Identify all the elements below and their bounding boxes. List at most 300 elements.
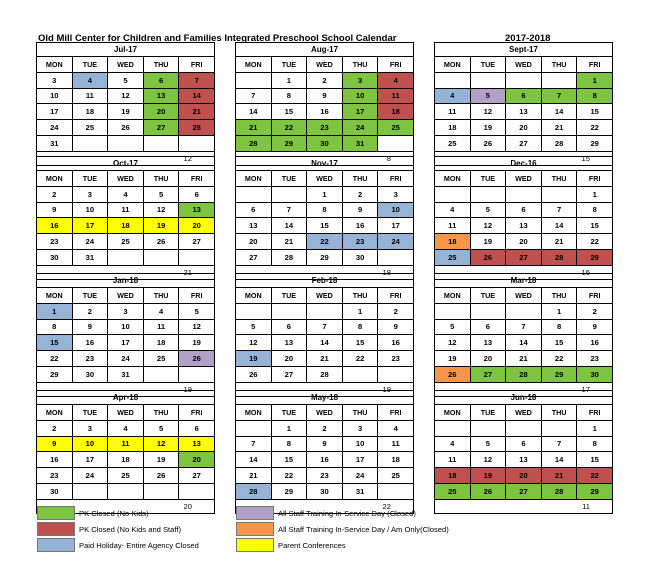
day-cell: 21 (541, 234, 577, 250)
day-cell: 15 (271, 104, 307, 120)
day-cell: 30 (307, 483, 343, 499)
day-cell: 21 (236, 120, 272, 136)
day-cell: 18 (72, 104, 108, 120)
day-header: FRI (577, 405, 613, 421)
legend-label: All Staff Training In-Service Day / Am Only(Closed) (278, 524, 449, 534)
day-header: THU (342, 171, 378, 187)
day-cell: 1 (271, 72, 307, 88)
day-cell (470, 420, 506, 436)
day-cell: 26 (143, 234, 179, 250)
month-title: Oct-17 (37, 157, 215, 171)
month-calendar (434, 273, 613, 397)
day-cell: 13 (470, 335, 506, 351)
day-cell: 6 (506, 202, 542, 218)
day-cell: 10 (342, 88, 378, 104)
day-cell: 18 (143, 335, 179, 351)
day-cell: 22 (577, 234, 613, 250)
day-cell: 28 (506, 366, 542, 382)
day-header: MON (37, 288, 73, 304)
day-header: WED (506, 171, 542, 187)
day-cell: 27 (506, 135, 542, 151)
day-cell: 18 (108, 218, 144, 234)
day-cell: 12 (179, 319, 215, 335)
day-cell: 14 (236, 452, 272, 468)
day-cell: 15 (577, 104, 613, 120)
day-header: FRI (179, 288, 215, 304)
day-cell: 28 (236, 135, 272, 151)
day-cell: 15 (577, 452, 613, 468)
day-cell: 14 (506, 335, 542, 351)
day-header: TUE (470, 288, 506, 304)
day-cell: 11 (378, 88, 414, 104)
legend-label: Paid Holiday- Entire Agency Closed (79, 540, 199, 550)
day-cell: 16 (577, 335, 613, 351)
day-header: WED (108, 57, 144, 73)
day-cell: 7 (179, 72, 215, 88)
day-cell: 14 (236, 104, 272, 120)
month-calendar (235, 156, 414, 280)
day-cell (541, 72, 577, 88)
day-header: WED (506, 405, 542, 421)
day-cell (470, 186, 506, 202)
day-cell: 4 (378, 420, 414, 436)
day-header: TUE (72, 405, 108, 421)
day-cell: 20 (470, 351, 506, 367)
day-cell: 11 (435, 104, 471, 120)
day-header: TUE (470, 57, 506, 73)
month-title: Feb-18 (236, 274, 414, 288)
day-header: THU (342, 288, 378, 304)
day-cell (143, 366, 179, 382)
day-cell: 1 (271, 420, 307, 436)
school-days-count: 15 (581, 153, 590, 163)
day-cell: 29 (271, 483, 307, 499)
day-header: WED (108, 171, 144, 187)
day-cell: 13 (179, 202, 215, 218)
day-cell: 3 (342, 420, 378, 436)
day-cell: 11 (72, 88, 108, 104)
day-cell: 10 (72, 202, 108, 218)
day-cell: 21 (541, 468, 577, 484)
day-cell: 26 (470, 483, 506, 499)
day-cell: 7 (506, 319, 542, 335)
day-header: MON (435, 288, 471, 304)
day-cell: 15 (541, 335, 577, 351)
day-cell: 5 (143, 186, 179, 202)
day-cell (541, 186, 577, 202)
legend-item (236, 539, 346, 551)
legend-swatch (236, 522, 274, 536)
day-cell (470, 303, 506, 319)
day-header: FRI (577, 288, 613, 304)
day-cell: 19 (143, 452, 179, 468)
day-cell (143, 483, 179, 499)
day-cell: 8 (271, 436, 307, 452)
day-cell: 20 (506, 120, 542, 136)
day-cell: 18 (435, 468, 471, 484)
day-cell: 27 (179, 468, 215, 484)
day-cell: 8 (577, 88, 613, 104)
day-header: TUE (72, 57, 108, 73)
day-cell (435, 186, 471, 202)
day-cell (506, 420, 542, 436)
day-cell: 31 (108, 366, 144, 382)
day-cell: 15 (307, 218, 343, 234)
day-cell: 20 (271, 351, 307, 367)
day-cell: 14 (179, 88, 215, 104)
day-cell: 6 (236, 202, 272, 218)
day-header: TUE (72, 288, 108, 304)
day-cell (236, 303, 272, 319)
day-header: WED (108, 288, 144, 304)
day-cell: 26 (435, 366, 471, 382)
day-cell: 7 (236, 436, 272, 452)
school-days-count: 12 (183, 153, 192, 163)
day-cell: 13 (506, 452, 542, 468)
day-cell: 3 (378, 186, 414, 202)
day-cell (506, 72, 542, 88)
day-cell (143, 135, 179, 151)
day-header: WED (108, 405, 144, 421)
day-cell: 7 (541, 436, 577, 452)
day-cell: 6 (271, 319, 307, 335)
day-cell: 14 (541, 218, 577, 234)
day-header: THU (143, 405, 179, 421)
day-cell: 19 (236, 351, 272, 367)
legend-label: PK Closed (No Kids) (79, 508, 149, 518)
day-cell: 12 (470, 452, 506, 468)
day-header: WED (307, 57, 343, 73)
day-cell: 10 (342, 436, 378, 452)
day-cell: 28 (541, 135, 577, 151)
day-cell: 18 (378, 104, 414, 120)
day-cell: 7 (236, 88, 272, 104)
day-header: THU (143, 288, 179, 304)
day-cell: 13 (271, 335, 307, 351)
day-cell: 2 (378, 303, 414, 319)
day-cell: 9 (72, 319, 108, 335)
day-cell: 2 (577, 303, 613, 319)
day-header: TUE (271, 171, 307, 187)
day-cell (506, 186, 542, 202)
day-cell: 14 (541, 452, 577, 468)
month-title: Jun-18 (435, 391, 613, 405)
day-cell: 21 (271, 234, 307, 250)
day-cell: 4 (143, 303, 179, 319)
day-cell: 9 (577, 319, 613, 335)
day-cell (143, 249, 179, 265)
day-cell: 20 (506, 468, 542, 484)
day-cell: 3 (72, 420, 108, 436)
day-header: MON (435, 405, 471, 421)
day-header: THU (143, 57, 179, 73)
day-cell: 30 (72, 366, 108, 382)
day-cell: 1 (577, 186, 613, 202)
day-cell: 20 (179, 452, 215, 468)
day-cell: 22 (307, 234, 343, 250)
day-cell: 24 (72, 468, 108, 484)
day-cell: 17 (342, 452, 378, 468)
month-calendar (235, 390, 414, 514)
day-cell: 13 (236, 218, 272, 234)
day-cell: 22 (541, 351, 577, 367)
day-cell: 4 (435, 436, 471, 452)
day-cell: 22 (271, 120, 307, 136)
day-cell: 26 (108, 120, 144, 136)
day-cell: 1 (342, 303, 378, 319)
day-cell: 28 (271, 249, 307, 265)
calendar-title: Old Mill Center for Children and Families Integrated Preschool School Calendar (38, 33, 397, 44)
day-cell: 20 (179, 218, 215, 234)
day-cell: 23 (307, 468, 343, 484)
day-cell: 26 (143, 468, 179, 484)
day-cell: 25 (378, 120, 414, 136)
day-cell (179, 483, 215, 499)
day-cell: 29 (307, 249, 343, 265)
month-calendar (36, 273, 215, 397)
day-cell: 31 (37, 135, 73, 151)
day-cell: 16 (37, 452, 73, 468)
day-cell: 3 (72, 186, 108, 202)
day-header: TUE (470, 171, 506, 187)
day-header: TUE (72, 171, 108, 187)
school-days-count: 18 (382, 267, 391, 277)
day-header: MON (37, 405, 73, 421)
day-header: WED (506, 288, 542, 304)
day-cell: 5 (236, 319, 272, 335)
legend-item (236, 523, 449, 535)
day-cell: 25 (108, 234, 144, 250)
day-cell: 20 (236, 234, 272, 250)
day-cell: 27 (506, 249, 542, 265)
day-cell: 27 (236, 249, 272, 265)
day-cell: 27 (470, 366, 506, 382)
day-cell: 31 (342, 483, 378, 499)
day-cell: 6 (179, 186, 215, 202)
school-days-count: 19 (183, 384, 192, 394)
day-header: FRI (179, 171, 215, 187)
day-cell: 16 (307, 104, 343, 120)
day-header: MON (435, 171, 471, 187)
day-header: FRI (179, 57, 215, 73)
day-cell: 17 (72, 218, 108, 234)
day-cell: 30 (37, 249, 73, 265)
day-cell: 9 (342, 202, 378, 218)
day-cell: 14 (307, 335, 343, 351)
day-cell: 23 (72, 351, 108, 367)
day-header: MON (236, 288, 272, 304)
day-cell (72, 135, 108, 151)
day-cell: 22 (37, 351, 73, 367)
day-cell: 28 (236, 483, 272, 499)
day-cell: 29 (37, 366, 73, 382)
day-cell (378, 135, 414, 151)
day-cell: 4 (108, 420, 144, 436)
day-cell: 8 (271, 88, 307, 104)
day-cell: 16 (307, 452, 343, 468)
legend-swatch (236, 506, 274, 520)
month-title: Aug-17 (236, 43, 414, 57)
day-cell: 17 (378, 218, 414, 234)
day-cell: 11 (435, 452, 471, 468)
day-cell: 13 (179, 436, 215, 452)
legend-item (37, 507, 149, 519)
legend-swatch (37, 506, 75, 520)
day-cell: 4 (435, 202, 471, 218)
day-header: THU (541, 57, 577, 73)
day-cell: 2 (37, 420, 73, 436)
day-cell: 30 (577, 366, 613, 382)
day-cell: 28 (541, 483, 577, 499)
day-header: MON (37, 171, 73, 187)
day-cell: 9 (307, 436, 343, 452)
month-title: Dec-16 (435, 157, 613, 171)
day-cell: 19 (143, 218, 179, 234)
legend-swatch (37, 522, 75, 536)
day-cell: 9 (37, 202, 73, 218)
day-cell (108, 483, 144, 499)
day-cell: 5 (143, 420, 179, 436)
day-cell: 10 (108, 319, 144, 335)
day-cell: 31 (72, 249, 108, 265)
day-cell: 2 (307, 72, 343, 88)
school-days-count: 19 (382, 384, 391, 394)
day-cell: 26 (470, 135, 506, 151)
day-cell (378, 249, 414, 265)
day-header: FRI (378, 57, 414, 73)
day-cell: 23 (37, 468, 73, 484)
day-cell: 30 (307, 135, 343, 151)
day-header: WED (307, 171, 343, 187)
day-header: FRI (378, 288, 414, 304)
day-header: TUE (470, 405, 506, 421)
day-header: MON (37, 57, 73, 73)
day-cell: 4 (435, 88, 471, 104)
day-cell: 12 (143, 202, 179, 218)
day-cell: 27 (179, 234, 215, 250)
day-cell: 11 (378, 436, 414, 452)
day-cell: 29 (541, 366, 577, 382)
day-cell (72, 483, 108, 499)
day-cell: 1 (541, 303, 577, 319)
legend-item (236, 507, 416, 519)
day-cell: 8 (37, 319, 73, 335)
day-header: MON (236, 171, 272, 187)
day-cell: 15 (577, 218, 613, 234)
legend-swatch (236, 538, 274, 552)
day-cell: 19 (108, 104, 144, 120)
day-cell: 17 (342, 104, 378, 120)
day-cell: 15 (342, 335, 378, 351)
month-calendar (36, 390, 215, 514)
day-cell: 13 (143, 88, 179, 104)
day-cell: 21 (541, 120, 577, 136)
day-cell: 26 (236, 366, 272, 382)
day-header: TUE (271, 288, 307, 304)
day-cell: 25 (143, 351, 179, 367)
day-header: THU (342, 57, 378, 73)
day-header: WED (307, 405, 343, 421)
school-year: 2017-2018 (505, 33, 551, 44)
day-cell: 22 (342, 351, 378, 367)
day-cell: 17 (108, 335, 144, 351)
day-cell: 12 (143, 436, 179, 452)
school-days-count: 11 (582, 501, 590, 511)
day-header: FRI (577, 171, 613, 187)
day-cell: 25 (378, 468, 414, 484)
day-cell: 21 (307, 351, 343, 367)
day-cell (179, 249, 215, 265)
day-cell (378, 366, 414, 382)
day-cell: 8 (577, 436, 613, 452)
day-cell (271, 186, 307, 202)
month-title: Jan-18 (37, 274, 215, 288)
day-cell: 24 (342, 468, 378, 484)
day-cell: 7 (271, 202, 307, 218)
day-cell: 30 (342, 249, 378, 265)
day-cell: 1 (307, 186, 343, 202)
day-cell: 28 (307, 366, 343, 382)
month-calendar (36, 156, 215, 280)
day-cell: 9 (307, 88, 343, 104)
day-header: FRI (378, 171, 414, 187)
day-cell: 1 (577, 420, 613, 436)
month-title: Apr-18 (37, 391, 215, 405)
day-cell: 18 (108, 452, 144, 468)
day-cell: 19 (470, 468, 506, 484)
day-cell: 12 (236, 335, 272, 351)
day-cell: 10 (378, 202, 414, 218)
day-cell: 29 (577, 249, 613, 265)
day-header: THU (541, 405, 577, 421)
day-cell: 24 (342, 120, 378, 136)
month-calendar (36, 42, 215, 166)
day-cell: 22 (577, 120, 613, 136)
day-cell: 16 (72, 335, 108, 351)
day-cell (179, 135, 215, 151)
day-cell: 21 (236, 468, 272, 484)
day-cell: 3 (108, 303, 144, 319)
day-header: THU (541, 171, 577, 187)
day-cell: 19 (470, 120, 506, 136)
day-cell: 4 (378, 72, 414, 88)
day-cell: 24 (72, 234, 108, 250)
day-header: WED (506, 57, 542, 73)
day-cell: 16 (378, 335, 414, 351)
day-cell: 25 (72, 120, 108, 136)
day-cell: 7 (541, 202, 577, 218)
day-header: THU (143, 171, 179, 187)
day-cell: 2 (37, 186, 73, 202)
month-title: May-18 (236, 391, 414, 405)
day-cell: 10 (72, 436, 108, 452)
day-cell: 19 (179, 335, 215, 351)
day-cell: 11 (108, 436, 144, 452)
day-cell: 6 (470, 319, 506, 335)
day-cell: 11 (143, 319, 179, 335)
day-cell: 16 (342, 218, 378, 234)
day-cell: 12 (108, 88, 144, 104)
day-cell: 12 (435, 335, 471, 351)
day-header: THU (342, 405, 378, 421)
month-title: Sept-17 (435, 43, 613, 57)
day-cell: 19 (470, 234, 506, 250)
legend-label: PK Closed (No Kids and Staff) (79, 524, 182, 534)
day-cell (271, 303, 307, 319)
day-cell: 31 (342, 135, 378, 151)
day-cell: 5 (470, 436, 506, 452)
day-cell: 29 (271, 135, 307, 151)
